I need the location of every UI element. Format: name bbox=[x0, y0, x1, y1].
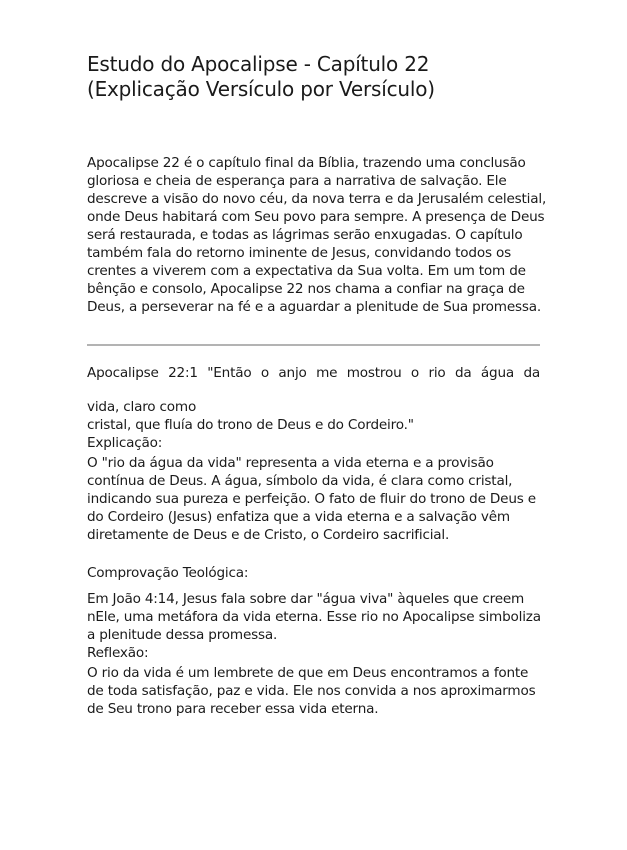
verse-line-1: Apocalipse 22:1 "Então o anjo me mostrou o rio da água da bbox=[87, 365, 540, 381]
page-title bbox=[87, 52, 547, 102]
section-divider bbox=[87, 344, 540, 346]
verse-line-3: cristal, que fluía do trono de Deus e do Cordeiro." bbox=[87, 417, 414, 433]
verse-quote bbox=[87, 364, 547, 434]
intro-paragraph: Apocalipse 22 é o capítulo final da Bíblia, trazendo uma conclusão gloriosa e cheia de esperança para a narrativa de salvação. Ele descreve a visão do novo céu, da nova terra e da Jerusalém celestial, onde Deus habitará com Seu povo para sempre. A presença de Deus será restaurada, e todas as lágrimas serão enxugadas. O capítulo também fala do retorno iminente de Jesus, convidando todos os crentes a viverem com a expectativa da Sua volta. Em um tom de bênção e consolo, Apocalipse 22 nos chama a confiar na graça de Deus, a perseverar na fé e a aguardar a plenitude de Sua promessa. bbox=[87, 155, 547, 315]
document-page bbox=[87, 52, 547, 718]
explanation-label: Explicação: bbox=[87, 435, 163, 451]
explanation-paragraph: O "rio da água da vida" representa a vida eterna e a provisão contínua de Deus. A água, símbolo da vida, é clara como cristal, indicando sua pureza e perfeição. O fato de fluir do trono de Deus e do Cordeiro (Jesus) enfatiza que a vida eterna e a salvação vêm diretamente de Deus e de Cristo, o Cordeiro sacrificial. bbox=[87, 455, 536, 543]
reflection-label: Reflexão: bbox=[87, 645, 149, 661]
title-line-2: (Explicação Versículo por Versículo) bbox=[87, 77, 435, 101]
verse-line-2: vida, claro como bbox=[87, 399, 197, 415]
title-line-1: Estudo do Apocalipse - Capítulo 22 bbox=[87, 52, 430, 76]
theology-paragraph: Em João 4:14, Jesus fala sobre dar "água viva" àqueles que creem nEle, uma metáfora da vida eterna. Esse rio no Apocalipse simboliza a plenitude dessa promessa. bbox=[87, 591, 541, 643]
reflection-paragraph: O rio da vida é um lembrete de que em Deus encontramos a fonte de toda satisfação, paz e vida. Ele nos convida a nos aproximarmos de Seu trono para receber essa vida eterna. bbox=[87, 665, 536, 717]
theology-label: Comprovação Teológica: bbox=[87, 565, 249, 581]
